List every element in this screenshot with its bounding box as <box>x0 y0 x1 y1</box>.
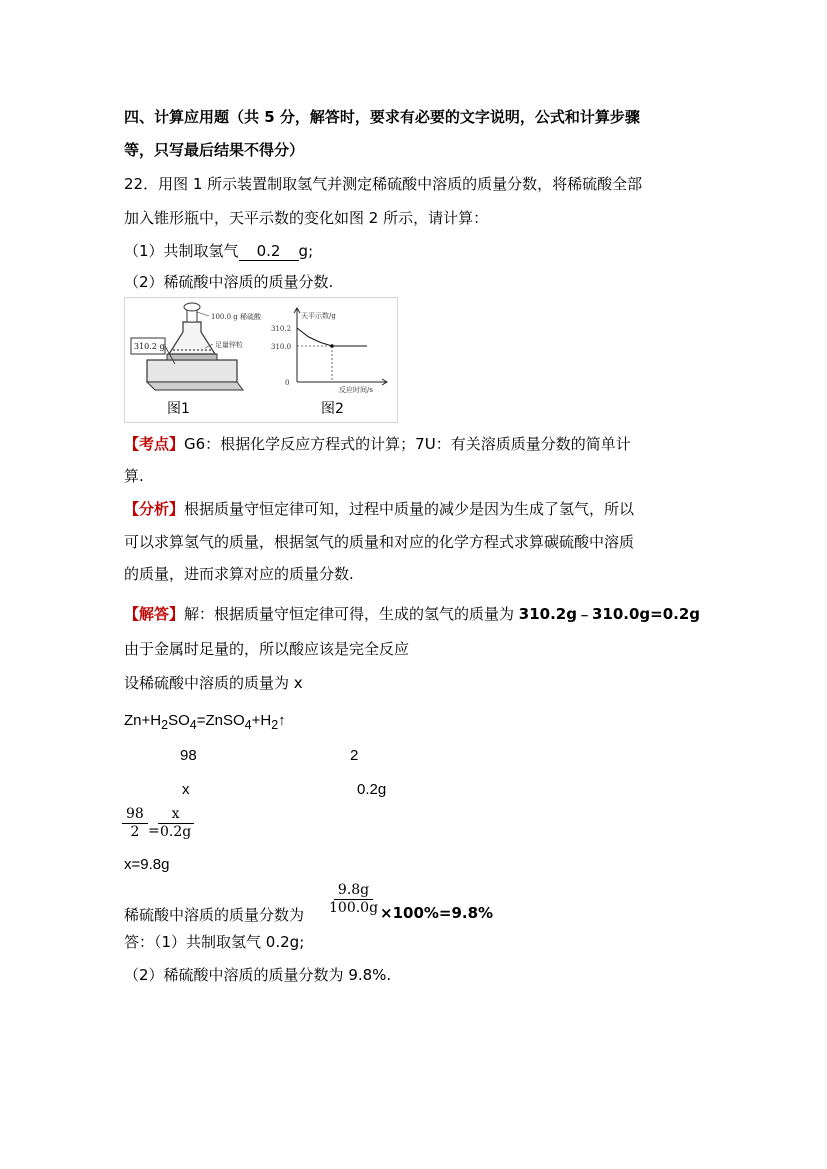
figure1-label: 图1 <box>167 401 190 417</box>
y-tick-high: 310.2 <box>271 325 292 333</box>
percentage-numerator: 9.8g <box>334 882 373 900</box>
chemical-equation <box>124 712 286 732</box>
ratio-denominator-1: 2 <box>130 824 140 840</box>
section-heading-line2: 等，只写最后结果不得分） <box>124 141 305 159</box>
answer-line2: （2）稀硫酸中溶质的质量分数为 9.8%. <box>124 966 392 984</box>
ratio-fraction-2 <box>156 806 195 841</box>
figure2-label: 图2 <box>321 401 344 417</box>
eq-sub: 2 <box>271 718 279 732</box>
fenxi-line3: 的质量，进而求算对应的质量分数. <box>124 565 354 583</box>
question-part1-unit: g; <box>298 242 314 260</box>
fig1-acid-label: 100.0 g 稀硫酸 <box>211 313 261 321</box>
percentage-line <box>124 904 304 925</box>
figure-drawing <box>125 298 397 422</box>
variable-h2-mass: 0.2g <box>357 781 387 798</box>
kaodian-line2: 算. <box>124 467 144 485</box>
kaodian-line1 <box>124 433 631 454</box>
funnel-top <box>184 303 200 311</box>
balance-pan <box>167 354 217 360</box>
question-part1-answer: 0.2 <box>239 242 299 261</box>
question-part1-text: （1）共制取氢气 <box>124 242 239 260</box>
ratio-numerator-2: x <box>158 806 194 824</box>
percentage-denominator: 100.0g <box>329 900 379 916</box>
kaodian-text: G6：根据化学反应方程式的计算；7U：有关溶质质量分数的简单计 <box>184 435 631 453</box>
jieda-line3: 设稀硫酸中溶质的质量为 x <box>124 674 303 692</box>
variable-x: x <box>182 781 190 798</box>
result-x: x=9.8g <box>124 856 170 873</box>
eq-part: Zn+H <box>124 712 162 729</box>
fig1-metal-label: 足量锌粒 <box>215 341 243 349</box>
jieda-line2: 由于金属时足量的，所以酸应该是完全反应 <box>124 640 410 658</box>
mass-curve <box>297 328 367 346</box>
percentage-text: 稀硫酸中溶质的质量分数为 <box>124 906 305 924</box>
x-axis-label: 反应时间/s <box>339 386 373 394</box>
ratio-fraction-1 <box>122 806 148 841</box>
fig1-balance-reading: 310.2 g <box>134 342 165 351</box>
origin-label: 0 <box>285 379 290 387</box>
kaodian-tag: 【考点】 <box>124 435 185 453</box>
answer-line1: 答：（1）共制取氢气 0.2g; <box>124 933 305 951</box>
eq-part: +H <box>251 712 272 729</box>
flask-icon <box>169 322 215 354</box>
figure-box <box>124 297 398 423</box>
question-line2: 加入锥形瓶中，天平示数的变化如图 2 所示，请计算： <box>124 209 489 227</box>
figure2-chart <box>271 308 387 394</box>
curve-point <box>330 344 334 348</box>
eq-sub: 2 <box>161 718 169 732</box>
ratio-numerator-1: 98 <box>122 806 148 824</box>
balance-base <box>147 360 237 382</box>
jieda-line1 <box>124 603 700 624</box>
section-heading-line1: 四、计算应用题（共 5 分，解答时，要求有必要的文字说明，公式和计算步骤 <box>124 108 640 126</box>
eq-gas-arrow: ↑ <box>278 712 286 729</box>
y-tick-low: 310.0 <box>271 343 292 351</box>
molar-mass-1: 98 <box>180 747 197 764</box>
jieda-text: 解：根据质量守恒定律可得，生成的氢气的质量为 <box>184 605 519 623</box>
jieda-tag: 【解答】 <box>124 605 185 623</box>
question-part1 <box>124 240 313 261</box>
jieda-calc: 310.2g﹣310.0g=0.2g <box>518 605 701 623</box>
molar-mass-2: 2 <box>350 747 359 764</box>
y-axis-label: 天平示数/g <box>301 312 336 320</box>
fenxi-text: 根据质量守恒定律可知，过程中质量的减少是因为生成了氢气，所以 <box>184 500 635 518</box>
percentage-result: ×100%=9.8% <box>380 904 494 922</box>
eq-sub: 4 <box>189 718 197 732</box>
ratio-equals: = <box>148 823 160 839</box>
fenxi-line2: 可以求算氢气的质量，根据氢气的质量和对应的化学方程式求算碳硫酸中溶质 <box>124 533 635 551</box>
eq-part: =ZnSO <box>196 712 245 729</box>
ratio-denominator-2: 0.2g <box>160 824 192 840</box>
fenxi-tag: 【分析】 <box>124 500 185 518</box>
eq-part: SO <box>168 712 190 729</box>
question-line1: 22．用图 1 所示装置制取氢气并测定稀硫酸中溶质的质量分数，将稀硫酸全部 <box>124 175 643 193</box>
percentage-fraction <box>325 882 382 917</box>
fenxi-line1 <box>124 498 634 519</box>
balance-side <box>147 382 243 390</box>
eq-sub: 4 <box>244 718 252 732</box>
question-part2: （2）稀硫酸中溶质的质量分数. <box>124 273 334 291</box>
